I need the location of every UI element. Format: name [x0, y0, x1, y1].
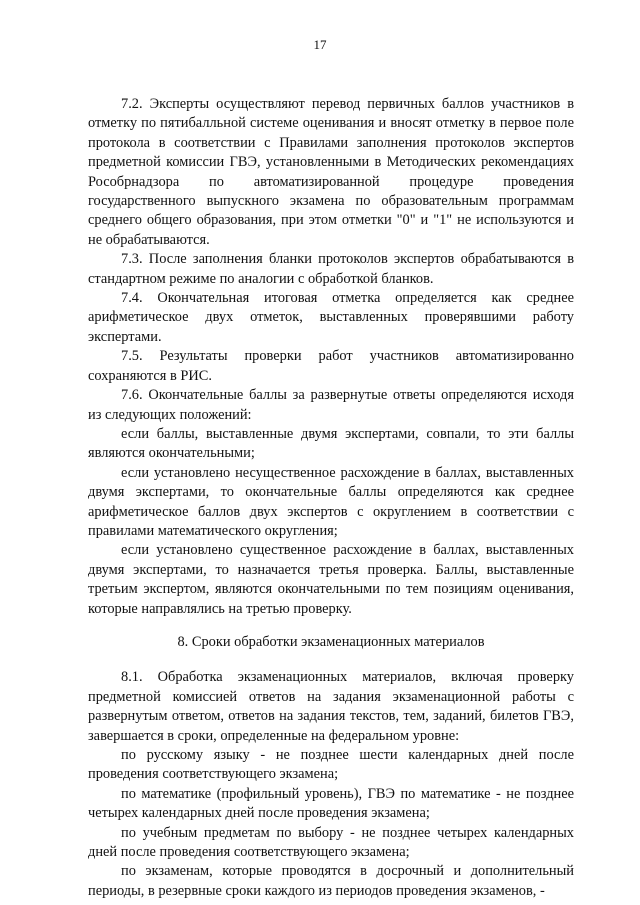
paragraph-7-6: 7.6. Окончательные баллы за развернутые ответы определяются исходя из следующих положений:: [88, 387, 574, 423]
paragraph-8-1: 8.1. Обработка экзаменационных материалов, включая проверку предметной комиссией ответов на задания экзаменационной работы с развернутым ответом, ответов на задания текстов, тем, заданий, билетов ГВЭ, завершается в сроки, определенные на федеральном уровне:: [88, 669, 574, 744]
list-item-early-additional: по экзаменам, которые проводятся в досрочный и дополнительный периоды, в резервные сроки каждого из периодов проведения экзаменов, -: [88, 863, 574, 899]
list-item-russian: по русскому языку - не позднее шести календарных дней после проведения соответствующего экзамена;: [88, 747, 574, 783]
paragraph-7-4: 7.4. Окончательная итоговая отметка определяется как среднее арифметическое двух отметок, выставленных проверявшими работу экспертами.: [88, 290, 574, 345]
list-item-elective: по учебным предметам по выбору - не позднее четырех календарных дней после проведения соответствующего экзамена;: [88, 824, 574, 861]
paragraph-7-3: 7.3. После заполнения бланки протоколов экспертов обрабатываются в стандартном режиме по аналогии с обработкой бланков.: [88, 251, 574, 287]
list-item-major-discrepancy: если установлено существенное расхождение в баллах, выставленных двумя экспертами, то назначается третья проверка. Баллы, выставленные третьим экспертом, являются окончательными по тем позициям оценивания, которые направлялись на третью проверку.: [88, 542, 574, 617]
list-item-scores-match: если баллы, выставленные двумя экспертами, совпали, то эти баллы являются окончательными;: [88, 425, 574, 462]
page-number: 17: [313, 37, 327, 52]
list-item-math: по математике (профильный уровень), ГВЭ по математике - не позднее четырех календарных дней после проведения экзамена;: [88, 785, 574, 822]
document-body: [88, 95, 574, 901]
paragraph-7-2: 7.2. Эксперты осуществляют перевод первичных баллов участников в отметку по пятибалльной системе оценивания и вносят отметку в первое поле протокола в соответствии с Правилами заполнения протоколов экспертов предметной комиссии ГВЭ, установленными в Методических рекомендациях Рособрнадзора по автоматизированной процедуре проведения государственного выпускного экзамена по образовательным программам среднего общего образования, при этом отметки "0" и "1" не используются и не обрабатываются.: [88, 96, 574, 248]
section-title: 8. Сроки обработки экзаменационных материалов: [177, 633, 485, 650]
list-item-minor-discrepancy: если установлено несущественное расхождение в баллах, выставленных двумя экспертами, то окончательные баллы определяются как среднее арифметическое баллов двух экспертов с округлением в соответствии с правилами математического округления;: [88, 464, 574, 539]
paragraph-7-5: 7.5. Результаты проверки работ участников автоматизированно сохраняются в РИС.: [88, 348, 574, 384]
